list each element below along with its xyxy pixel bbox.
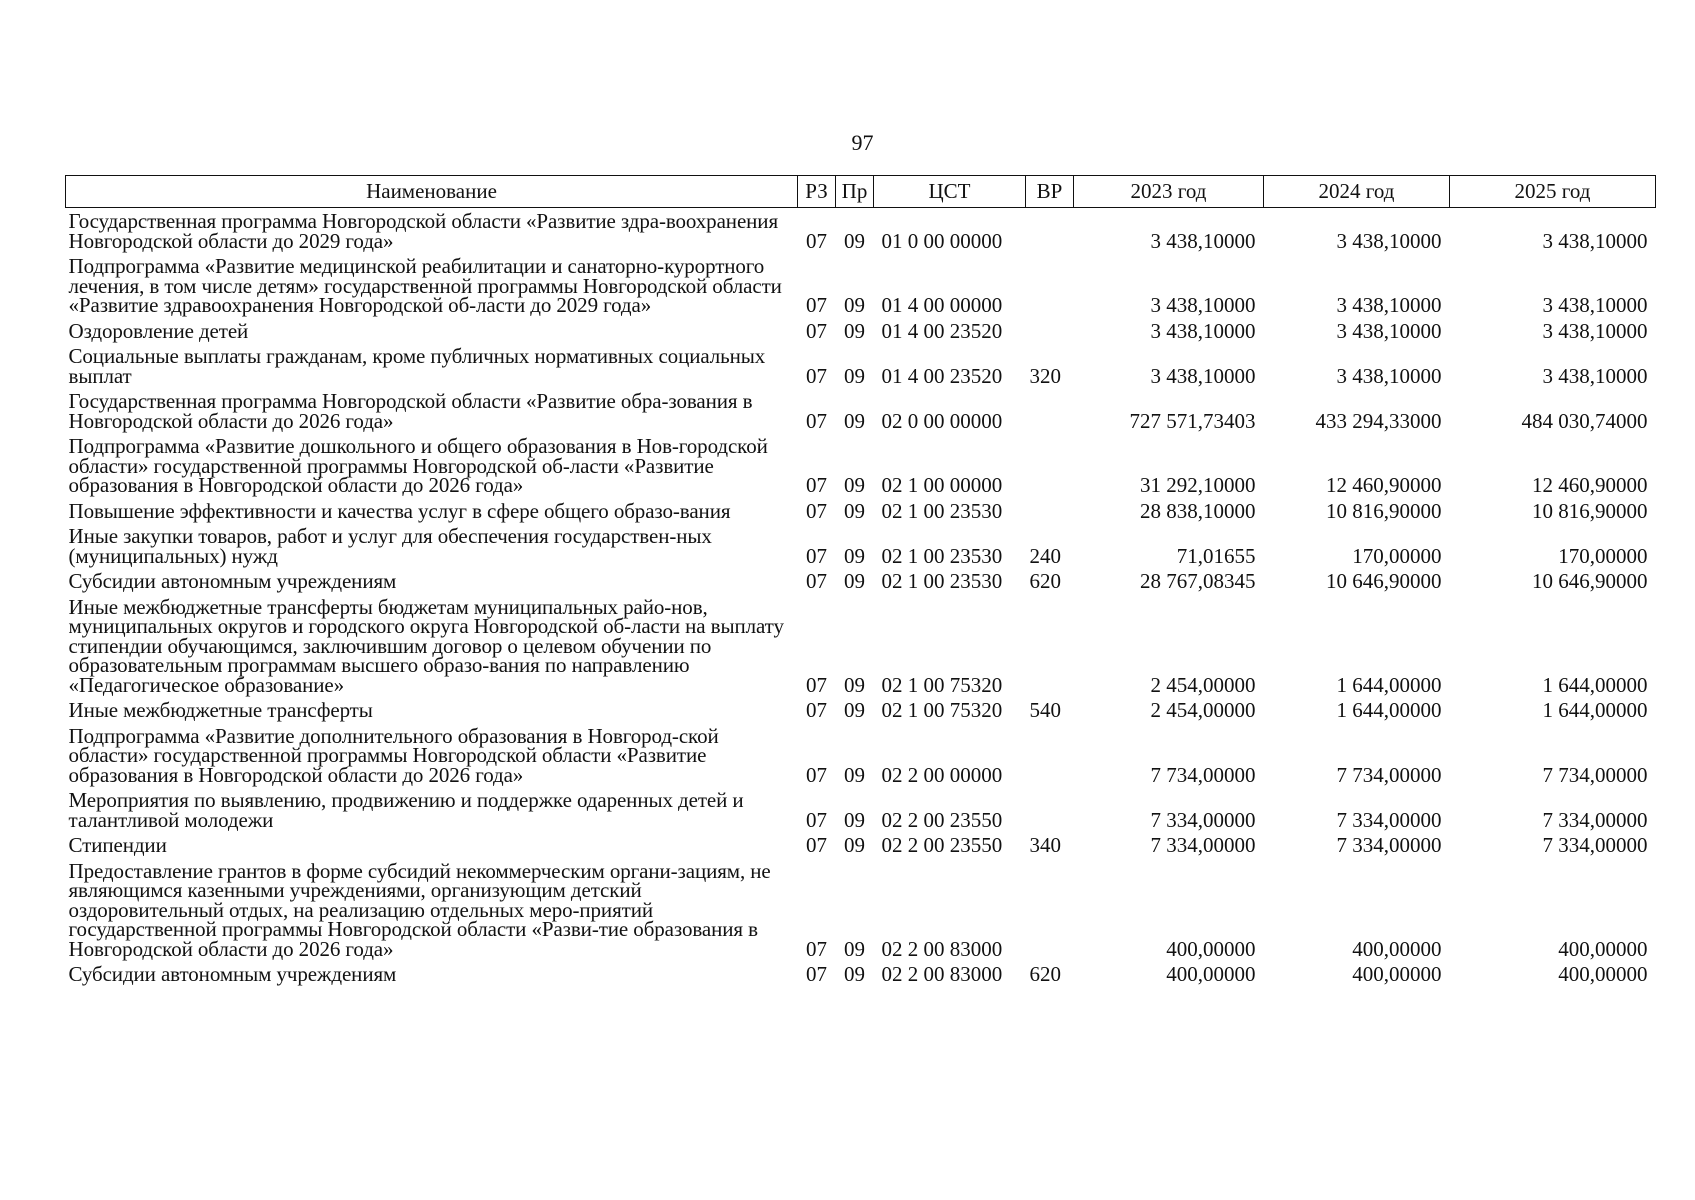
row-pr: 09 — [844, 498, 865, 523]
row-vr — [1026, 318, 1074, 344]
row-vr — [1026, 433, 1074, 498]
row-pr: 09 — [844, 293, 865, 317]
row-name-text: Иные закупки товаров, работ и услуг для обеспечения государствен-ных (муниципальных) нужд — [68, 524, 712, 568]
table-row — [66, 433, 1656, 498]
row-2025: 7 734,00000 — [1542, 762, 1648, 787]
row-rz: 07 — [806, 408, 827, 433]
row-2023: 28 767,08345 — [1140, 569, 1256, 593]
row-name-text: Предоставление грантов в форме субсидий некоммерческим органи-зациям, не являющимся казенными учреждениями, организующим детский оздоровительный отдых, на реализацию отдельных меро-приятий государственной программы Новгородской области «Разви-тие образования в Новгородской области до 2026 года» — [68, 858, 771, 961]
row-2023: 3 438,10000 — [1150, 363, 1256, 388]
row-pr: 09 — [844, 936, 865, 961]
row-vr: 540 — [1029, 698, 1061, 722]
table-row — [66, 388, 1656, 433]
row-pr: 09 — [844, 473, 865, 497]
row-2023: 7 334,00000 — [1150, 807, 1256, 832]
row-cst: 01 0 00 00000 — [881, 228, 1003, 253]
row-2024: 170,00000 — [1352, 543, 1442, 568]
row-vr — [1026, 388, 1074, 433]
row-pr: 09 — [844, 833, 865, 857]
row-name — [66, 253, 798, 318]
row-2024: 12 460,90000 — [1326, 473, 1442, 497]
row-name — [66, 343, 798, 388]
row-vr: 340 — [1029, 833, 1061, 857]
row-2023: 71,01655 — [1176, 543, 1256, 568]
row-rz: 07 — [806, 833, 827, 857]
row-2024: 1 644,00000 — [1336, 698, 1442, 722]
row-2025: 3 438,10000 — [1542, 318, 1648, 343]
header-rz: РЗ — [798, 176, 836, 208]
row-pr: 09 — [844, 762, 865, 787]
header-name: Наименование — [66, 176, 798, 208]
row-rz: 07 — [806, 672, 827, 697]
row-vr — [1026, 208, 1074, 254]
table-row — [66, 253, 1656, 318]
row-rz: 07 — [806, 962, 827, 986]
header-vr: ВР — [1026, 176, 1074, 208]
row-2024: 7 734,00000 — [1336, 762, 1442, 787]
row-2023: 727 571,73403 — [1129, 408, 1256, 433]
row-name-text: Подпрограмма «Развитие медицинской реабилитации и санаторно-курортного лечения, в том числе детям» государственной программы Новгородской области «Развитие здравоохранения Новгородской об-ласти до 2029 года» — [68, 254, 782, 317]
row-2025: 7 334,00000 — [1542, 833, 1648, 857]
row-name-text: Социальные выплаты гражданам, кроме публичных нормативных социальных выплат — [68, 344, 766, 388]
row-2023: 400,00000 — [1166, 962, 1256, 986]
row-2023: 3 438,10000 — [1150, 293, 1256, 317]
row-name — [66, 498, 798, 524]
table-row — [66, 594, 1656, 698]
row-name — [66, 433, 798, 498]
row-2025: 3 438,10000 — [1542, 363, 1648, 388]
table-row — [66, 208, 1656, 254]
row-2024: 10 816,90000 — [1326, 498, 1442, 523]
header-2024: 2024 год — [1264, 176, 1450, 208]
row-cst: 02 1 00 23530 — [881, 498, 1003, 523]
header-2025: 2025 год — [1450, 176, 1656, 208]
row-pr: 09 — [844, 672, 865, 697]
row-vr: 620 — [1029, 962, 1061, 986]
row-rz: 07 — [806, 228, 827, 253]
row-pr: 09 — [844, 318, 865, 343]
row-cst: 02 1 00 75320 — [881, 698, 1003, 722]
row-2025: 3 438,10000 — [1542, 293, 1648, 317]
row-rz: 07 — [806, 473, 827, 497]
row-pr: 09 — [844, 363, 865, 388]
row-vr — [1026, 787, 1074, 832]
row-2024: 1 644,00000 — [1336, 672, 1442, 697]
row-cst: 01 4 00 00000 — [881, 293, 1003, 317]
row-rz: 07 — [806, 543, 827, 568]
row-name-text: Стипендии — [68, 833, 167, 857]
row-name-text: Субсидии автономным учреждениям — [68, 569, 397, 593]
row-cst: 02 1 00 23530 — [881, 543, 1003, 568]
row-2025: 400,00000 — [1558, 936, 1648, 961]
row-2023: 7 734,00000 — [1150, 762, 1256, 787]
row-vr: 240 — [1029, 543, 1061, 568]
row-cst: 02 1 00 00000 — [881, 473, 1003, 497]
row-2024: 10 646,90000 — [1326, 569, 1442, 593]
row-2024: 433 294,33000 — [1315, 408, 1442, 433]
row-2025: 10 646,90000 — [1532, 569, 1648, 593]
row-name — [66, 858, 798, 962]
row-rz: 07 — [806, 318, 827, 343]
table-row — [66, 523, 1656, 568]
row-pr: 09 — [844, 807, 865, 832]
row-2025: 10 816,90000 — [1532, 498, 1648, 523]
row-name-text: Государственная программа Новгородской области «Развитие обра-зования в Новгородской области до 2026 года» — [68, 389, 753, 433]
row-name — [66, 208, 798, 254]
row-cst: 02 1 00 75320 — [881, 672, 1003, 697]
row-2023: 2 454,00000 — [1150, 672, 1256, 697]
row-name — [66, 318, 798, 344]
row-name — [66, 697, 798, 723]
row-vr: 620 — [1029, 569, 1061, 593]
row-rz: 07 — [806, 498, 827, 523]
row-vr — [1026, 498, 1074, 524]
row-cst: 02 2 00 83000 — [881, 962, 1003, 986]
row-name — [66, 568, 798, 594]
header-cst: ЦСТ — [874, 176, 1026, 208]
row-rz: 07 — [806, 807, 827, 832]
row-cst: 02 2 00 83000 — [881, 936, 1003, 961]
row-name — [66, 523, 798, 568]
table-header-row — [66, 176, 1656, 208]
table-row — [66, 343, 1656, 388]
row-vr — [1026, 253, 1074, 318]
table-row — [66, 723, 1656, 788]
row-vr — [1026, 594, 1074, 698]
budget-table — [65, 175, 1656, 987]
row-2024: 3 438,10000 — [1336, 318, 1442, 343]
row-2024: 400,00000 — [1352, 936, 1442, 961]
row-2025: 3 438,10000 — [1542, 228, 1648, 253]
row-pr: 09 — [844, 543, 865, 568]
table-row — [66, 961, 1656, 987]
table-row — [66, 318, 1656, 344]
row-pr: 09 — [844, 228, 865, 253]
row-pr: 09 — [844, 408, 865, 433]
row-vr: 320 — [1029, 363, 1061, 388]
row-2025: 1 644,00000 — [1542, 672, 1648, 697]
row-name-text: Подпрограмма «Развитие дополнительного образования в Новгород-ской области» государственной программы Новгородской области «Развитие образования в Новгородской области до 2026 года» — [68, 723, 719, 787]
table-row — [66, 697, 1656, 723]
row-name-text: Государственная программа Новгородской области «Развитие здра-воохранения Новгородской области до 2029 года» — [68, 209, 778, 253]
row-pr: 09 — [844, 569, 865, 593]
row-2023: 2 454,00000 — [1150, 698, 1256, 722]
row-name-text: Подпрограмма «Развитие дошкольного и общего образования в Нов-городской области» государственной программы Новгородской об-ласти «Развитие образования в Новгородской области до 2026 года» — [68, 434, 768, 497]
row-2025: 484 030,74000 — [1521, 408, 1648, 433]
table-row — [66, 498, 1656, 524]
row-name — [66, 961, 798, 987]
table-row — [66, 568, 1656, 594]
row-2023: 3 438,10000 — [1150, 318, 1256, 343]
row-rz: 07 — [806, 569, 827, 593]
row-vr — [1026, 723, 1074, 788]
row-cst: 02 2 00 23550 — [881, 807, 1003, 832]
row-name-text: Иные межбюджетные трансферты — [68, 698, 373, 722]
row-vr — [1026, 858, 1074, 962]
table-row — [66, 787, 1656, 832]
row-2023: 7 334,00000 — [1150, 833, 1256, 857]
row-name — [66, 594, 798, 698]
row-rz: 07 — [806, 936, 827, 961]
row-name — [66, 787, 798, 832]
row-rz: 07 — [806, 293, 827, 317]
row-2024: 3 438,10000 — [1336, 293, 1442, 317]
row-rz: 07 — [806, 363, 827, 388]
row-name-text: Повышение эффективности и качества услуг в сфере общего образо-вания — [68, 498, 731, 523]
row-2025: 170,00000 — [1558, 543, 1648, 568]
row-cst: 01 4 00 23520 — [881, 363, 1003, 388]
row-2023: 3 438,10000 — [1150, 228, 1256, 253]
row-2024: 400,00000 — [1352, 962, 1442, 986]
row-cst: 02 2 00 00000 — [881, 762, 1003, 787]
table-body — [66, 208, 1656, 987]
row-cst: 01 4 00 23520 — [881, 318, 1003, 343]
row-cst: 02 2 00 23550 — [881, 833, 1003, 857]
row-pr: 09 — [844, 962, 865, 986]
row-rz: 07 — [806, 698, 827, 722]
row-2025: 12 460,90000 — [1532, 473, 1648, 497]
header-2023: 2023 год — [1074, 176, 1264, 208]
page-number: 97 — [851, 130, 874, 155]
row-name — [66, 723, 798, 788]
table-row — [66, 832, 1656, 858]
row-name-text: Иные межбюджетные трансферты бюджетам муниципальных райо-нов, муниципальных округов и городского округа Новгородской об-ласти на выплату стипендии обучающимся, заключившим договор о целевом обучении по образовательным программам высшего образо-вания по направлению «Педагогическое образование» — [68, 594, 784, 697]
row-2025: 400,00000 — [1558, 962, 1648, 986]
row-2024: 3 438,10000 — [1336, 228, 1442, 253]
table-row — [66, 858, 1656, 962]
row-name-text: Субсидии автономным учреждениям — [68, 962, 397, 986]
row-cst: 02 0 00 00000 — [881, 408, 1003, 433]
row-2024: 7 334,00000 — [1336, 833, 1442, 857]
row-rz: 07 — [806, 762, 827, 787]
header-pr: Пр — [836, 176, 874, 208]
row-2023: 400,00000 — [1166, 936, 1256, 961]
row-2024: 7 334,00000 — [1336, 807, 1442, 832]
row-2023: 31 292,10000 — [1140, 473, 1256, 497]
row-2025: 1 644,00000 — [1542, 698, 1648, 722]
row-pr: 09 — [844, 698, 865, 722]
row-name-text: Мероприятия по выявлению, продвижению и поддержке одаренных детей и талантливой молодежи — [68, 788, 744, 832]
row-name — [66, 832, 798, 858]
row-2024: 3 438,10000 — [1336, 363, 1442, 388]
row-cst: 02 1 00 23530 — [881, 569, 1003, 593]
row-name-text: Оздоровление детей — [68, 318, 249, 343]
row-name — [66, 388, 798, 433]
row-2023: 28 838,10000 — [1140, 498, 1256, 523]
row-2025: 7 334,00000 — [1542, 807, 1648, 832]
